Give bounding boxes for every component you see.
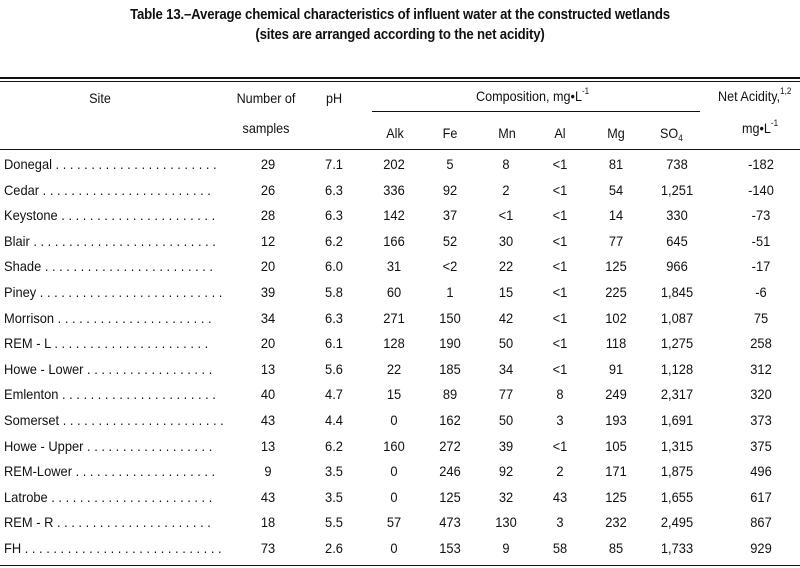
header-mg: Mg	[607, 125, 625, 141]
cell-fe: 185	[439, 360, 461, 377]
top-rule-outer	[0, 77, 800, 79]
cell-site: REM - L . . . . . . . . . . . . . . . . . . . . . .	[4, 335, 209, 352]
cell-al: 58	[552, 540, 568, 556]
cell-fe: 92	[442, 181, 458, 198]
cell-fe: <2	[442, 258, 458, 275]
cell-ph: 5.8	[325, 284, 343, 300]
top-rule-inner	[0, 81, 800, 82]
header-so4	[660, 125, 683, 141]
cell-mn: 2	[502, 181, 510, 198]
header-net-acidity-sup: 1,2	[780, 86, 792, 96]
cell-site: Keystone . . . . . . . . . . . . . . . . . . . . . .	[4, 207, 216, 224]
table-row	[0, 258, 800, 278]
table-row	[0, 386, 800, 406]
cell-net-acidity: -51	[751, 232, 771, 249]
cell-alk: 31	[386, 258, 402, 275]
header-so4-sub: 4	[678, 133, 683, 143]
cell-mg: 125	[605, 488, 627, 505]
cell-so4: 1,655	[660, 488, 694, 505]
cell-site: REM-Lower . . . . . . . . . . . . . . . . . . . .	[4, 463, 216, 480]
cell-samples: 20	[260, 335, 276, 352]
cell-net-acidity: 617	[750, 488, 772, 505]
cell-net-acidity: 375	[750, 437, 772, 454]
cell-samples: 9	[264, 463, 272, 480]
cell-samples: 28	[260, 207, 276, 224]
cell-al: <1	[552, 258, 568, 275]
cell-ph: 4.7	[325, 386, 343, 403]
cell-site: Howe - Upper . . . . . . . . . . . . . . . . . .	[4, 437, 213, 454]
cell-so4: 1,128	[660, 360, 694, 377]
cell-mg: 232	[605, 514, 627, 531]
header-composition	[476, 88, 589, 104]
cell-samples: 40	[260, 386, 276, 403]
cell-fe: 153	[439, 540, 461, 556]
cell-fe: 125	[439, 488, 461, 505]
cell-fe: 89	[442, 386, 458, 403]
cell-fe: 150	[439, 309, 461, 326]
cell-net-acidity: 496	[750, 463, 772, 480]
header-bottom-rule	[0, 149, 800, 150]
cell-alk: 22	[386, 360, 402, 377]
cell-samples: 26	[260, 181, 276, 198]
cell-net-acidity: 258	[750, 335, 772, 352]
cell-net-acidity: -140	[748, 181, 774, 198]
cell-ph: 6.2	[325, 232, 343, 249]
table-row	[0, 489, 800, 509]
cell-net-acidity: 929	[750, 540, 772, 556]
cell-so4: 1,315	[660, 437, 694, 454]
cell-mn: 50	[498, 335, 514, 352]
cell-al: <1	[552, 232, 568, 249]
cell-mg: 14	[608, 207, 624, 224]
cell-site: Somerset . . . . . . . . . . . . . . . . . . . . . . .	[4, 412, 224, 428]
cell-fe: 272	[439, 437, 461, 454]
cell-so4: 1,691	[660, 412, 694, 428]
cell-mg: 105	[605, 437, 627, 454]
table-row	[0, 540, 800, 560]
cell-ph: 3.5	[325, 463, 343, 480]
cell-net-acidity: -6	[755, 284, 767, 300]
table-title-line1: Table 13.–Average chemical characteristics of influent water at the constructed wetlands	[130, 6, 670, 23]
cell-so4: 2,495	[660, 514, 694, 531]
header-composition-label: Composition, mg•L	[476, 88, 582, 104]
cell-site: Blair . . . . . . . . . . . . . . . . . . . . . . . . . .	[4, 232, 216, 249]
cell-mn: 77	[498, 386, 514, 403]
cell-samples: 20	[260, 258, 276, 275]
cell-mn: 8	[502, 156, 510, 172]
cell-mn: 32	[498, 488, 514, 505]
cell-mn: 42	[498, 309, 514, 326]
cell-so4: 1,087	[660, 309, 694, 326]
cell-alk: 336	[383, 181, 405, 198]
cell-site: FH . . . . . . . . . . . . . . . . . . . . . . . . . . . .	[4, 540, 222, 556]
table-row	[0, 284, 800, 304]
cell-fe: 1	[446, 284, 454, 300]
header-net-acidity-unit-sup: -1	[770, 118, 779, 128]
cell-al: 8	[556, 386, 564, 403]
header-samples-line2: samples	[242, 120, 290, 136]
cell-alk: 202	[383, 156, 405, 172]
cell-mg: 85	[608, 540, 624, 556]
cell-net-acidity: 320	[750, 386, 772, 403]
header-alk: Alk	[386, 125, 404, 141]
header-site: Site	[89, 90, 111, 106]
cell-ph: 2.6	[325, 540, 343, 556]
header-net-acidity-unit-label: mg•L	[742, 120, 771, 136]
cell-ph: 6.3	[325, 309, 343, 326]
cell-net-acidity: -17	[751, 258, 771, 275]
cell-site: REM - R . . . . . . . . . . . . . . . . . . . . . .	[4, 514, 211, 531]
cell-samples: 12	[260, 232, 276, 249]
cell-alk: 142	[383, 207, 405, 224]
cell-fe: 162	[439, 412, 461, 428]
cell-mg: 193	[605, 412, 627, 428]
cell-net-acidity: 373	[750, 412, 772, 428]
cell-alk: 0	[390, 412, 398, 428]
cell-samples: 43	[260, 412, 276, 428]
header-al: Al	[554, 125, 566, 141]
cell-site: Piney . . . . . . . . . . . . . . . . . . . . . . . . . .	[4, 284, 223, 300]
cell-fe: 473	[439, 514, 461, 531]
table-row	[0, 233, 800, 253]
cell-fe: 52	[442, 232, 458, 249]
cell-samples: 29	[260, 156, 276, 172]
bottom-rule	[0, 565, 800, 566]
table-row	[0, 207, 800, 227]
cell-al: <1	[552, 335, 568, 352]
cell-ph: 5.5	[325, 514, 343, 531]
cell-fe: 37	[442, 207, 458, 224]
cell-so4: 738	[666, 156, 688, 172]
cell-so4: 1,845	[660, 284, 694, 300]
cell-net-acidity: -182	[748, 156, 774, 172]
table-row	[0, 463, 800, 483]
table-row	[0, 310, 800, 330]
cell-mn: 92	[498, 463, 514, 480]
cell-so4: 1,275	[660, 335, 694, 352]
table-row	[0, 412, 800, 432]
cell-ph: 6.3	[325, 207, 343, 224]
cell-so4: 2,317	[660, 386, 694, 403]
cell-mn: 130	[495, 514, 517, 531]
cell-alk: 0	[390, 488, 398, 505]
cell-fe: 246	[439, 463, 461, 480]
cell-so4: 966	[666, 258, 688, 275]
cell-al: <1	[552, 207, 568, 224]
cell-ph: 6.0	[325, 258, 343, 275]
cell-alk: 166	[383, 232, 405, 249]
cell-mn: 30	[498, 232, 514, 249]
cell-mn: 22	[498, 258, 514, 275]
header-mn: Mn	[498, 125, 516, 141]
cell-mg: 91	[608, 360, 624, 377]
cell-mn: 34	[498, 360, 514, 377]
cell-al: 2	[556, 463, 564, 480]
cell-mn: 9	[502, 540, 510, 556]
cell-al: 3	[556, 514, 564, 531]
cell-alk: 128	[383, 335, 405, 352]
cell-mg: 171	[605, 463, 627, 480]
cell-al: 3	[556, 412, 564, 428]
cell-so4: 1,251	[660, 181, 694, 198]
cell-samples: 43	[260, 488, 276, 505]
table-row	[0, 335, 800, 355]
table-row	[0, 182, 800, 202]
cell-samples: 13	[260, 360, 276, 377]
header-net-acidity	[718, 88, 791, 104]
cell-ph: 6.1	[325, 335, 343, 352]
table-row	[0, 438, 800, 458]
cell-alk: 0	[390, 540, 398, 556]
cell-fe: 190	[439, 335, 461, 352]
cell-al: <1	[552, 360, 568, 377]
cell-al: 43	[552, 488, 568, 505]
table-row	[0, 361, 800, 381]
composition-underline	[372, 111, 700, 112]
cell-so4: 1,875	[660, 463, 694, 480]
cell-al: <1	[552, 309, 568, 326]
cell-samples: 39	[260, 284, 276, 300]
cell-mg: 118	[605, 335, 627, 352]
cell-net-acidity: 75	[753, 309, 769, 326]
cell-ph: 3.5	[325, 488, 343, 505]
cell-al: <1	[552, 181, 568, 198]
cell-mg: 54	[608, 181, 624, 198]
table-title-line2: (sites are arranged according to the net acidity)	[255, 26, 545, 43]
cell-ph: 6.2	[325, 437, 343, 454]
header-fe: Fe	[442, 125, 458, 141]
cell-so4: 645	[666, 232, 688, 249]
cell-alk: 160	[383, 437, 405, 454]
cell-mn: 39	[498, 437, 514, 454]
cell-site: Latrobe . . . . . . . . . . . . . . . . . . . . . . .	[4, 488, 213, 505]
table-row	[0, 156, 800, 176]
cell-samples: 34	[260, 309, 276, 326]
header-samples-line1: Number of	[236, 90, 296, 106]
cell-net-acidity: 312	[750, 360, 772, 377]
cell-so4: 1,733	[660, 540, 694, 556]
cell-ph: 4.4	[325, 412, 343, 428]
cell-site: Shade . . . . . . . . . . . . . . . . . . . . . . . .	[4, 258, 214, 275]
cell-alk: 57	[386, 514, 402, 531]
cell-alk: 60	[386, 284, 402, 300]
cell-site: Emlenton . . . . . . . . . . . . . . . . . . . . . .	[4, 386, 216, 403]
cell-samples: 18	[260, 514, 276, 531]
cell-net-acidity: -73	[751, 207, 771, 224]
cell-ph: 7.1	[325, 156, 343, 172]
cell-site: Donegal . . . . . . . . . . . . . . . . . . . . . . .	[4, 156, 217, 172]
cell-mg: 125	[605, 258, 627, 275]
cell-alk: 15	[386, 386, 402, 403]
cell-samples: 13	[260, 437, 276, 454]
header-ph: pH	[325, 90, 343, 106]
cell-alk: 0	[390, 463, 398, 480]
header-composition-sup: -1	[581, 86, 590, 96]
header-so4-label: SO	[660, 125, 679, 141]
cell-mg: 249	[605, 386, 627, 403]
table-row	[0, 514, 800, 534]
cell-fe: 5	[446, 156, 454, 172]
cell-mg: 77	[608, 232, 624, 249]
header-net-acidity-label: Net Acidity,	[718, 88, 781, 104]
cell-ph: 6.3	[325, 181, 343, 198]
cell-site: Morrison . . . . . . . . . . . . . . . . . . . . . .	[4, 309, 212, 326]
cell-so4: 330	[666, 207, 688, 224]
cell-al: <1	[552, 156, 568, 172]
cell-mg: 225	[605, 284, 627, 300]
header-net-acidity-unit	[742, 120, 778, 136]
cell-alk: 271	[383, 309, 405, 326]
cell-samples: 73	[260, 540, 276, 556]
cell-mn: 15	[498, 284, 514, 300]
cell-site: Cedar . . . . . . . . . . . . . . . . . . . . . . . .	[4, 181, 211, 198]
cell-al: <1	[552, 284, 568, 300]
cell-ph: 5.6	[325, 360, 343, 377]
cell-mn: 50	[498, 412, 514, 428]
cell-mg: 81	[608, 156, 624, 172]
cell-mn: <1	[498, 207, 514, 224]
cell-net-acidity: 867	[750, 514, 772, 531]
cell-al: <1	[552, 437, 568, 454]
cell-site: Howe - Lower . . . . . . . . . . . . . . . . . .	[4, 360, 213, 377]
cell-mg: 102	[605, 309, 627, 326]
